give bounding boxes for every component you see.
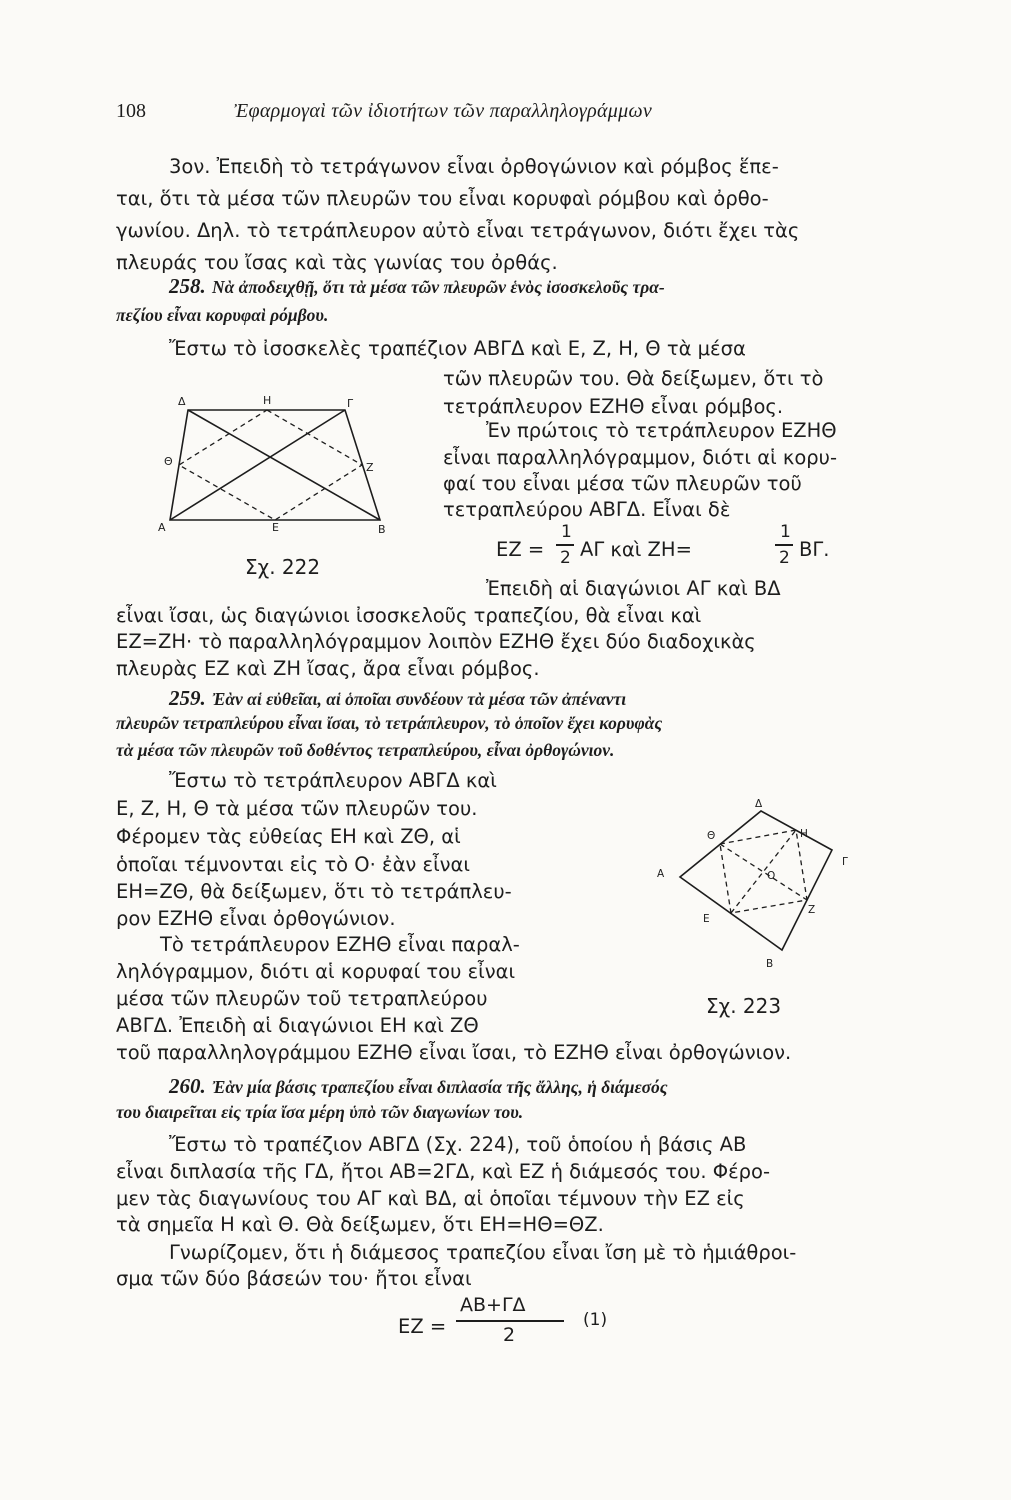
fraction-numerator: 1 xyxy=(780,522,791,542)
paragraph-line: 3ον. Ἐπειδὴ τὸ τετράγωνον εἶναι ὀρθογώνιον καὶ ρόμβος ἕπε- xyxy=(169,155,779,178)
vertex-label: Θ xyxy=(707,830,716,842)
theorem-statement: του διαιρεῖται εἰς τρία ἴσα μέρη ὑπὸ τῶν διαγωνίων του. xyxy=(116,1102,524,1122)
paragraph-line: τοῦ παραλληλογράμμου ΕΖΗΘ εἶναι ἴσαι, τὸ ΕΖΗΘ εἶναι ὀρθογώνιον. xyxy=(116,1041,792,1064)
fraction xyxy=(556,522,574,570)
fraction xyxy=(775,522,793,570)
fraction-numerator: 1 xyxy=(561,522,572,542)
midline xyxy=(720,844,807,900)
trapezoid-outline xyxy=(170,410,380,520)
equation-part: ΑΓ καὶ ΖΗ= xyxy=(580,538,692,561)
paragraph-line: εἶναι διπλασία τῆς ΓΔ, ἤτοι ΑΒ=2ΓΔ, καὶ ΕΖ ἡ διάμεσός του. Φέρο- xyxy=(116,1160,771,1183)
vertex-label: Ο xyxy=(767,870,776,882)
paragraph-line: Ἔστω τὸ τετράπλευρον ΑΒΓΔ καὶ xyxy=(169,769,497,792)
paragraph-line: ΕΗ=ΖΘ, θὰ δείξωμεν, ὅτι τὸ τετράπλευ- xyxy=(116,880,512,903)
rectangle-outline xyxy=(720,830,807,913)
paragraph-line: Ἐν πρώτοις τὸ τετράπλευρον ΕΖΗΘ xyxy=(486,419,837,442)
vertex-label: Γ xyxy=(842,856,848,868)
paragraph-line: ΕΖ=ΖΗ· τὸ παραλληλόγραμμον λοιπὸν ΕΖΗΘ ἔχει δύο διαδοχικὰς xyxy=(116,630,756,653)
paragraph-line: εἶναι ἴσαι, ὡς διαγώνιοι ἰσοσκελοῦς τραπεζίου, θὰ εἶναι καὶ xyxy=(116,604,702,627)
figure-222 xyxy=(150,385,405,550)
fraction-bar xyxy=(775,544,793,546)
vertex-label: Α xyxy=(657,868,665,880)
theorem-number: 260. xyxy=(169,1074,206,1098)
paragraph-line: μέσα τῶν πλευρῶν τοῦ τετραπλεύρου xyxy=(116,987,488,1010)
theorem-statement: πεζίου εἶναι κορυφαὶ ρόμβου. xyxy=(116,305,329,325)
paragraph-line: Γνωρίζομεν, ὅτι ἡ διάμεσος τραπεζίου εἶναι ἴση μὲ τὸ ἡμιάθροι- xyxy=(169,1241,797,1264)
paragraph-line: μεν τὰς διαγωνίους του ΑΓ καὶ ΒΔ, αἱ ὁποῖαι τέμνουν τὴν ΕΖ εἰς xyxy=(116,1187,745,1210)
paragraph-line: εἶναι παραλληλόγραμμον, διότι αἱ κορυ- xyxy=(443,446,837,469)
fraction-denominator: 2 xyxy=(779,548,790,568)
fraction-bar xyxy=(456,1320,564,1322)
vertex-label: Η xyxy=(800,828,808,840)
quadrilateral-outline xyxy=(680,811,832,950)
vertex-label: Α xyxy=(158,521,166,534)
paragraph-line: ΑΒΓΔ. Ἐπειδὴ αἱ διαγώνιοι ΕΗ καὶ ΖΘ xyxy=(116,1014,479,1037)
equation-part: ΕΖ = xyxy=(398,1315,447,1338)
paragraph-line: γωνίου. Δηλ. τὸ τετράπλευρον αὐτὸ εἶναι τετράγωνον, διότι ἔχει τὰς xyxy=(116,219,800,242)
paragraph-line: Ἔστω τὸ ἰσοσκελὲς τραπέζιον ΑΒΓΔ καὶ Ε, Ζ, Η, Θ τὰ μέσα xyxy=(169,337,746,360)
paragraph-line: τετραπλεύρου ΑΒΓΔ. Εἶναι δὲ xyxy=(443,498,731,521)
running-title: Ἐφαρμογαὶ τῶν ἰδιοτήτων τῶν παραλληλογράμμων xyxy=(234,100,653,122)
paragraph-line: φαί του εἶναι μέσα τῶν πλευρῶν τοῦ xyxy=(443,472,802,495)
figure-223 xyxy=(645,795,875,980)
paragraph-line: πλευράς του ἴσας καὶ τὰς γωνίας του ὀρθάς. xyxy=(116,251,558,274)
paragraph-line: ληλόγραμμον, διότι αἱ κορυφαί του εἶναι xyxy=(116,960,516,983)
vertex-label: Ζ xyxy=(808,904,816,916)
theorem-260-heading xyxy=(169,1076,668,1097)
diagonal-line xyxy=(188,410,380,520)
figure-caption: Σχ. 223 xyxy=(706,994,782,1018)
vertex-label: Δ xyxy=(178,395,186,408)
fraction-bar xyxy=(556,544,574,546)
midline xyxy=(731,830,796,913)
theorem-statement: πλευρῶν τετραπλεύρου εἶναι ἴσαι, τὸ τετράπλευρον, τὸ ὁποῖον ἔχει κορυφὰς xyxy=(116,713,663,733)
vertex-label: Ε xyxy=(272,521,279,534)
rhombus-outline xyxy=(179,410,362,520)
theorem-statement: Ἐὰν αἱ εὐθεῖαι, αἱ ὁποῖαι συνδέουν τὰ μέσα τῶν ἀπέναντι xyxy=(211,689,627,709)
theorem-statement: Νὰ ἀποδειχθῇ, ὅτι τὰ μέσα τῶν πλευρῶν ἑνὸς ἰσοσκελοῦς τρα- xyxy=(211,277,665,297)
theorem-number: 258. xyxy=(169,274,206,298)
paragraph-line: Τὸ τετράπλευρον ΕΖΗΘ εἶναι παραλ- xyxy=(160,933,520,956)
vertex-label: Β xyxy=(378,523,386,536)
theorem-statement: τὰ μέσα τῶν πλευρῶν τοῦ δοθέντος τετραπλεύρου, εἶναι ὀρθογώνιον. xyxy=(116,740,615,760)
paragraph-line: ὁποῖαι τέμνονται εἰς τὸ Ο· ἐὰν εἶναι xyxy=(116,853,471,876)
page-number: 108 xyxy=(116,100,146,122)
vertex-label: Ε xyxy=(703,913,710,925)
vertex-label: Β xyxy=(766,958,774,970)
equation-part: ΒΓ. xyxy=(799,538,830,561)
paragraph-line: Ἔστω τὸ τραπέζιον ΑΒΓΔ (Σχ. 224), τοῦ ὁποίου ἡ βάσις ΑΒ xyxy=(169,1133,747,1156)
paragraph-line: ται, ὅτι τὰ μέσα τῶν πλευρῶν του εἶναι κορυφαὶ ρόμβου καὶ ὀρθο- xyxy=(116,187,769,210)
paragraph-line: Φέρομεν τὰς εὐθείας ΕΗ καὶ ΖΘ, αἱ xyxy=(116,825,461,848)
figure-caption: Σχ. 222 xyxy=(245,555,321,579)
diagonal-line xyxy=(170,410,345,520)
equation-tag: (1) xyxy=(583,1310,608,1330)
paragraph-line: πλευρὰς ΕΖ καὶ ΖΗ ἴσας, ἄρα εἶναι ρόμβος. xyxy=(116,657,540,680)
vertex-label: Δ xyxy=(755,798,763,810)
vertex-label: Θ xyxy=(164,455,173,468)
fraction-denominator: 2 xyxy=(503,1324,516,1346)
paragraph-line: τῶν πλευρῶν του. Θὰ δείξωμεν, ὅτι τὸ xyxy=(443,367,824,390)
theorem-258-heading xyxy=(169,276,665,297)
paragraph-line: Ε, Ζ, Η, Θ τὰ μέσα τῶν πλευρῶν του. xyxy=(116,797,478,820)
vertex-label: Ζ xyxy=(366,461,374,474)
vertex-label: Η xyxy=(263,394,272,407)
paragraph-line: σμα τῶν δύο βάσεών του· ἤτοι εἶναι xyxy=(116,1267,472,1290)
paragraph-line: τετράπλευρον ΕΖΗΘ εἶναι ρόμβος. xyxy=(443,395,784,418)
paragraph-line: τὰ σημεῖα Η καὶ Θ. Θὰ δείξωμεν, ὅτι ΕΗ=ΗΘ=ΘΖ. xyxy=(116,1213,604,1236)
equation-part: ΕΖ = xyxy=(496,538,545,561)
theorem-number: 259. xyxy=(169,686,206,710)
paragraph-line: ρον ΕΖΗΘ εἶναι ὀρθογώνιον. xyxy=(116,907,396,930)
vertex-label: Γ xyxy=(347,397,354,410)
fraction-denominator: 2 xyxy=(560,548,571,568)
fraction-numerator: ΑΒ+ΓΔ xyxy=(460,1294,526,1316)
paragraph-line: Ἐπειδὴ αἱ διαγώνιοι ΑΓ καὶ ΒΔ xyxy=(486,577,781,600)
theorem-statement: Ἐὰν μία βάσις τραπεζίου εἶναι διπλασία τῆς ἄλλης, ἡ διάμεσός xyxy=(211,1077,668,1097)
theorem-259-heading xyxy=(169,688,626,709)
